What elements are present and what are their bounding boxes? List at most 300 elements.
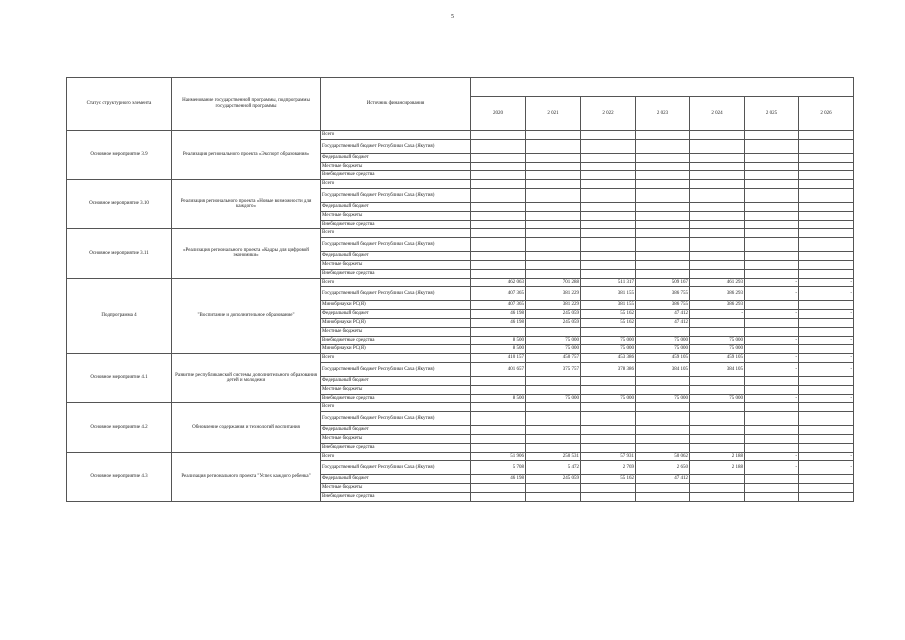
- amount-cell: [799, 327, 854, 336]
- amount-cell: [690, 252, 745, 261]
- amount-cell: 509 167: [636, 278, 690, 287]
- amount-cell: [745, 376, 799, 385]
- amount-cell: [581, 162, 636, 171]
- amount-cell: [745, 162, 799, 171]
- funding-source: Федеральный бюджет: [321, 310, 471, 319]
- amount-cell: [471, 153, 526, 162]
- amount-cell: [526, 162, 581, 171]
- amount-cell: [745, 301, 799, 310]
- amount-cell: [526, 492, 581, 501]
- amount-cell: [471, 188, 526, 202]
- amount-cell: [690, 434, 745, 443]
- amount-cell: 46 198: [471, 475, 526, 484]
- amount-cell: [690, 188, 745, 202]
- amount-cell: -: [799, 394, 854, 403]
- amount-cell: [471, 385, 526, 394]
- funding-source: Всего: [321, 180, 471, 189]
- amount-cell: [745, 385, 799, 394]
- amount-cell: [471, 492, 526, 501]
- amount-cell: [690, 238, 745, 252]
- amount-cell: [690, 376, 745, 385]
- amount-cell: [471, 252, 526, 261]
- amount-cell: [690, 211, 745, 220]
- amount-cell: [526, 220, 581, 229]
- years-group-header: [471, 78, 854, 97]
- amount-cell: [636, 220, 690, 229]
- amount-cell: 459 105: [690, 354, 745, 363]
- amount-cell: [799, 220, 854, 229]
- amount-cell: [636, 211, 690, 220]
- amount-cell: 75 000: [636, 336, 690, 345]
- amount-cell: 46 198: [471, 318, 526, 327]
- page-number: 5: [451, 14, 454, 20]
- amount-cell: [581, 238, 636, 252]
- table-row: [67, 403, 854, 412]
- funding-source: Федеральный бюджет: [321, 202, 471, 211]
- amount-cell: [799, 412, 854, 426]
- amount-cell: [745, 188, 799, 202]
- funding-source: Внебюджетные средства: [321, 220, 471, 229]
- amount-cell: [636, 171, 690, 180]
- amount-cell: -: [745, 362, 799, 376]
- amount-cell: 381 155: [581, 287, 636, 301]
- amount-cell: [471, 171, 526, 180]
- amount-cell: [471, 131, 526, 140]
- amount-cell: [526, 426, 581, 435]
- amount-cell: 75 000: [581, 345, 636, 354]
- amount-cell: [581, 252, 636, 261]
- amount-cell: 75 000: [690, 394, 745, 403]
- amount-cell: [745, 484, 799, 493]
- amount-cell: [799, 238, 854, 252]
- amount-cell: [690, 385, 745, 394]
- amount-cell: 75 000: [690, 336, 745, 345]
- amount-cell: [471, 443, 526, 452]
- amount-cell: [745, 492, 799, 501]
- year-header: 2020: [471, 97, 526, 131]
- amount-cell: [799, 318, 854, 327]
- structural-element-status: Подпрограмма 4: [67, 278, 172, 354]
- amount-cell: [526, 252, 581, 261]
- amount-cell: -: [799, 336, 854, 345]
- funding-source: Государственный бюджет Республики Саха (Якутия): [321, 139, 471, 153]
- amount-cell: -: [799, 362, 854, 376]
- amount-cell: 75 000: [526, 336, 581, 345]
- amount-cell: [471, 260, 526, 269]
- amount-cell: 51 906: [471, 452, 526, 461]
- funding-source: Государственный бюджет Республики Саха (Якутия): [321, 412, 471, 426]
- structural-element-status: Основное мероприятие 3.11: [67, 229, 172, 278]
- amount-cell: [799, 171, 854, 180]
- amount-cell: [471, 238, 526, 252]
- amount-cell: 47 412: [636, 475, 690, 484]
- amount-cell: [799, 269, 854, 278]
- amount-cell: [799, 131, 854, 140]
- amount-cell: [526, 238, 581, 252]
- program-name: "Воспитание и дополнительное образование": [172, 278, 321, 354]
- amount-cell: [581, 269, 636, 278]
- financing-table: [66, 77, 854, 502]
- amount-cell: [690, 202, 745, 211]
- year-header: 2 024: [690, 97, 745, 131]
- amount-cell: 55 162: [581, 310, 636, 319]
- funding-source: Всего: [321, 403, 471, 412]
- amount-cell: 75 000: [636, 394, 690, 403]
- table-row: [67, 354, 854, 363]
- amount-cell: -: [799, 452, 854, 461]
- funding-source: Федеральный бюджет: [321, 475, 471, 484]
- amount-cell: 75 000: [526, 345, 581, 354]
- amount-cell: [745, 434, 799, 443]
- amount-cell: [636, 260, 690, 269]
- amount-cell: [636, 385, 690, 394]
- amount-cell: [745, 252, 799, 261]
- amount-cell: -: [799, 354, 854, 363]
- amount-cell: [581, 327, 636, 336]
- amount-cell: 381 229: [526, 301, 581, 310]
- amount-cell: [799, 211, 854, 220]
- year-header: 2 026: [799, 97, 854, 131]
- funding-source: Всего: [321, 354, 471, 363]
- amount-cell: 245 059: [526, 475, 581, 484]
- amount-cell: 75 000: [581, 336, 636, 345]
- amount-cell: [745, 475, 799, 484]
- amount-cell: [526, 434, 581, 443]
- funding-source: Государственный бюджет Республики Саха (Якутия): [321, 362, 471, 376]
- amount-cell: -: [690, 310, 745, 319]
- amount-cell: [526, 188, 581, 202]
- amount-cell: -: [799, 461, 854, 475]
- amount-cell: [471, 327, 526, 336]
- year-header: 2 023: [636, 97, 690, 131]
- amount-cell: [581, 202, 636, 211]
- amount-cell: [636, 238, 690, 252]
- table-row: [67, 180, 854, 189]
- funding-source: Федеральный бюджет: [321, 426, 471, 435]
- amount-cell: [471, 412, 526, 426]
- amount-cell: [636, 434, 690, 443]
- amount-cell: [799, 202, 854, 211]
- amount-cell: [745, 153, 799, 162]
- amount-cell: [745, 229, 799, 238]
- amount-cell: [471, 220, 526, 229]
- amount-cell: [745, 426, 799, 435]
- amount-cell: [471, 269, 526, 278]
- amount-cell: [471, 229, 526, 238]
- amount-cell: 375 757: [526, 362, 581, 376]
- amount-cell: [526, 327, 581, 336]
- amount-cell: [690, 443, 745, 452]
- amount-cell: -: [799, 287, 854, 301]
- amount-cell: 450 757: [526, 354, 581, 363]
- amount-cell: [690, 171, 745, 180]
- year-header: 2 025: [745, 97, 799, 131]
- structural-element-status: Основное мероприятие 4.2: [67, 403, 172, 452]
- amount-cell: 47 412: [636, 310, 690, 319]
- amount-cell: 75 000: [636, 345, 690, 354]
- amount-cell: -: [745, 278, 799, 287]
- table-row: [67, 131, 854, 140]
- amount-cell: [690, 403, 745, 412]
- program-name: Реализация регионального проекта «Новые возможности для каждого»: [172, 180, 321, 229]
- table-row: [67, 278, 854, 287]
- amount-cell: -: [799, 278, 854, 287]
- amount-cell: [690, 153, 745, 162]
- funding-source: Федеральный бюджет: [321, 153, 471, 162]
- program-name: Развитие республиканской системы дополнительного образования детей и молодежи: [172, 354, 321, 403]
- amount-cell: [636, 269, 690, 278]
- amount-cell: [581, 434, 636, 443]
- amount-cell: [690, 139, 745, 153]
- amount-cell: [636, 412, 690, 426]
- amount-cell: [636, 443, 690, 452]
- amount-cell: [581, 443, 636, 452]
- amount-cell: [799, 301, 854, 310]
- amount-cell: [636, 403, 690, 412]
- funding-source: Внебюджетные средства: [321, 443, 471, 452]
- funding-source: Местные бюджеты: [321, 434, 471, 443]
- amount-cell: 245 059: [526, 318, 581, 327]
- amount-cell: [636, 426, 690, 435]
- amount-cell: [526, 376, 581, 385]
- amount-cell: [690, 492, 745, 501]
- amount-cell: [581, 376, 636, 385]
- funding-source: Всего: [321, 452, 471, 461]
- program-name: Обновление содержания и технологий воспитания: [172, 403, 321, 452]
- table-row: [67, 452, 854, 461]
- status-column-header: Статус структурного элемента: [67, 78, 172, 131]
- amount-cell: 8 500: [471, 336, 526, 345]
- program-name: Реализация регионального проекта «Экспорт образования»: [172, 131, 321, 180]
- amount-cell: [636, 202, 690, 211]
- structural-element-status: Основное мероприятие 3.9: [67, 131, 172, 180]
- funding-source: Местные бюджеты: [321, 484, 471, 493]
- amount-cell: [745, 403, 799, 412]
- amount-cell: 46 198: [471, 310, 526, 319]
- funding-source-column-header: Источник финансирования: [321, 78, 471, 131]
- amount-cell: 459 105: [636, 354, 690, 363]
- amount-cell: [690, 426, 745, 435]
- funding-source: Государственный бюджет Республики Саха (Якутия): [321, 287, 471, 301]
- amount-cell: [745, 139, 799, 153]
- amount-cell: [745, 171, 799, 180]
- amount-cell: [526, 443, 581, 452]
- amount-cell: [581, 484, 636, 493]
- amount-cell: [471, 376, 526, 385]
- amount-cell: [581, 412, 636, 426]
- amount-cell: 5 472: [526, 461, 581, 475]
- amount-cell: [690, 180, 745, 189]
- amount-cell: [526, 403, 581, 412]
- amount-cell: [581, 492, 636, 501]
- amount-cell: -: [745, 461, 799, 475]
- amount-cell: [581, 188, 636, 202]
- amount-cell: [690, 220, 745, 229]
- amount-cell: [636, 131, 690, 140]
- amount-cell: [636, 492, 690, 501]
- amount-cell: 401 657: [471, 362, 526, 376]
- amount-cell: [636, 229, 690, 238]
- amount-cell: [526, 484, 581, 493]
- amount-cell: [690, 484, 745, 493]
- amount-cell: [799, 443, 854, 452]
- funding-source: Государственный бюджет Республики Саха (Якутия): [321, 238, 471, 252]
- amount-cell: [690, 318, 745, 327]
- amount-cell: [799, 260, 854, 269]
- amount-cell: 511 317: [581, 278, 636, 287]
- amount-cell: [799, 188, 854, 202]
- amount-cell: [690, 269, 745, 278]
- funding-source: Местные бюджеты: [321, 211, 471, 220]
- amount-cell: [799, 139, 854, 153]
- amount-cell: [799, 403, 854, 412]
- amount-cell: [745, 211, 799, 220]
- amount-cell: 57 931: [581, 452, 636, 461]
- amount-cell: -: [745, 452, 799, 461]
- amount-cell: [636, 180, 690, 189]
- amount-cell: [690, 162, 745, 171]
- amount-cell: 5 708: [471, 461, 526, 475]
- amount-cell: [581, 171, 636, 180]
- amount-cell: 245 059: [526, 310, 581, 319]
- funding-source: Внебюджетные средства: [321, 171, 471, 180]
- amount-cell: [581, 153, 636, 162]
- amount-cell: [799, 162, 854, 171]
- amount-cell: [799, 153, 854, 162]
- amount-cell: -: [745, 336, 799, 345]
- amount-cell: 407 365: [471, 287, 526, 301]
- amount-cell: [471, 180, 526, 189]
- amount-cell: [799, 345, 854, 354]
- amount-cell: 75 000: [581, 394, 636, 403]
- amount-cell: -: [745, 287, 799, 301]
- amount-cell: [799, 484, 854, 493]
- year-header: 2 022: [581, 97, 636, 131]
- amount-cell: 75 000: [690, 345, 745, 354]
- amount-cell: [745, 412, 799, 426]
- amount-cell: [745, 180, 799, 189]
- program-name: Реализация регионального проекта "Успех каждого ребенка": [172, 452, 321, 501]
- amount-cell: [636, 376, 690, 385]
- amount-cell: 250 531: [526, 452, 581, 461]
- amount-cell: [799, 252, 854, 261]
- funding-source: Местные бюджеты: [321, 327, 471, 336]
- amount-cell: [636, 153, 690, 162]
- amount-cell: [581, 426, 636, 435]
- amount-cell: [745, 327, 799, 336]
- amount-cell: 386 293: [690, 287, 745, 301]
- amount-cell: 461 293: [690, 278, 745, 287]
- funding-source: Внебюджетные средства: [321, 394, 471, 403]
- amount-cell: [636, 139, 690, 153]
- amount-cell: [745, 260, 799, 269]
- amount-cell: [745, 238, 799, 252]
- amount-cell: [526, 131, 581, 140]
- amount-cell: 384 105: [636, 362, 690, 376]
- amount-cell: [799, 229, 854, 238]
- amount-cell: [471, 139, 526, 153]
- amount-cell: [471, 202, 526, 211]
- funding-source: Государственный бюджет Республики Саха (Якутия): [321, 188, 471, 202]
- funding-source: Всего: [321, 278, 471, 287]
- amount-cell: [745, 318, 799, 327]
- amount-cell: 47 412: [636, 318, 690, 327]
- amount-cell: -: [745, 310, 799, 319]
- amount-cell: 381 155: [581, 301, 636, 310]
- amount-cell: [636, 327, 690, 336]
- funding-source: Местные бюджеты: [321, 260, 471, 269]
- amount-cell: [526, 153, 581, 162]
- amount-cell: 407 365: [471, 301, 526, 310]
- funding-source: Всего: [321, 229, 471, 238]
- amount-cell: [690, 131, 745, 140]
- amount-cell: 384 105: [690, 362, 745, 376]
- amount-cell: [471, 211, 526, 220]
- amount-cell: [526, 180, 581, 189]
- amount-cell: [636, 188, 690, 202]
- amount-cell: 378 386: [581, 362, 636, 376]
- amount-cell: 2 188: [690, 461, 745, 475]
- amount-cell: 8 500: [471, 345, 526, 354]
- amount-cell: [745, 131, 799, 140]
- funding-source: Минобрнауки РС(Я): [321, 318, 471, 327]
- amount-cell: [526, 269, 581, 278]
- amount-cell: [581, 260, 636, 269]
- amount-cell: [471, 403, 526, 412]
- amount-cell: 462 063: [471, 278, 526, 287]
- amount-cell: 701 288: [526, 278, 581, 287]
- amount-cell: [799, 180, 854, 189]
- funding-source: Всего: [321, 131, 471, 140]
- structural-element-status: Основное мероприятие 4.1: [67, 354, 172, 403]
- amount-cell: [745, 443, 799, 452]
- amount-cell: [799, 376, 854, 385]
- funding-source: Внебюджетные средства: [321, 269, 471, 278]
- amount-cell: [526, 412, 581, 426]
- amount-cell: [526, 139, 581, 153]
- amount-cell: [636, 484, 690, 493]
- amount-cell: -: [799, 310, 854, 319]
- amount-cell: [690, 327, 745, 336]
- amount-cell: 55 162: [581, 475, 636, 484]
- amount-cell: [636, 252, 690, 261]
- amount-cell: 50 062: [636, 452, 690, 461]
- amount-cell: 410 157: [471, 354, 526, 363]
- amount-cell: [471, 484, 526, 493]
- amount-cell: 2 188: [690, 452, 745, 461]
- amount-cell: 381 229: [526, 287, 581, 301]
- structural-element-status: Основное мероприятие 3.10: [67, 180, 172, 229]
- amount-cell: [745, 269, 799, 278]
- funding-source: Минобрнауки РС(Я): [321, 345, 471, 354]
- amount-cell: 2 650: [636, 461, 690, 475]
- amount-cell: 75 000: [526, 394, 581, 403]
- amount-cell: [799, 385, 854, 394]
- amount-cell: 8 500: [471, 394, 526, 403]
- amount-cell: 386 755: [636, 287, 690, 301]
- amount-cell: [471, 426, 526, 435]
- amount-cell: 453 386: [581, 354, 636, 363]
- funding-source: Внебюджетные средства: [321, 336, 471, 345]
- amount-cell: [581, 211, 636, 220]
- amount-cell: [690, 229, 745, 238]
- table-row: [67, 229, 854, 238]
- amount-cell: 386 755: [636, 301, 690, 310]
- amount-cell: [471, 162, 526, 171]
- amount-cell: [526, 260, 581, 269]
- funding-source: Местные бюджеты: [321, 385, 471, 394]
- amount-cell: [581, 403, 636, 412]
